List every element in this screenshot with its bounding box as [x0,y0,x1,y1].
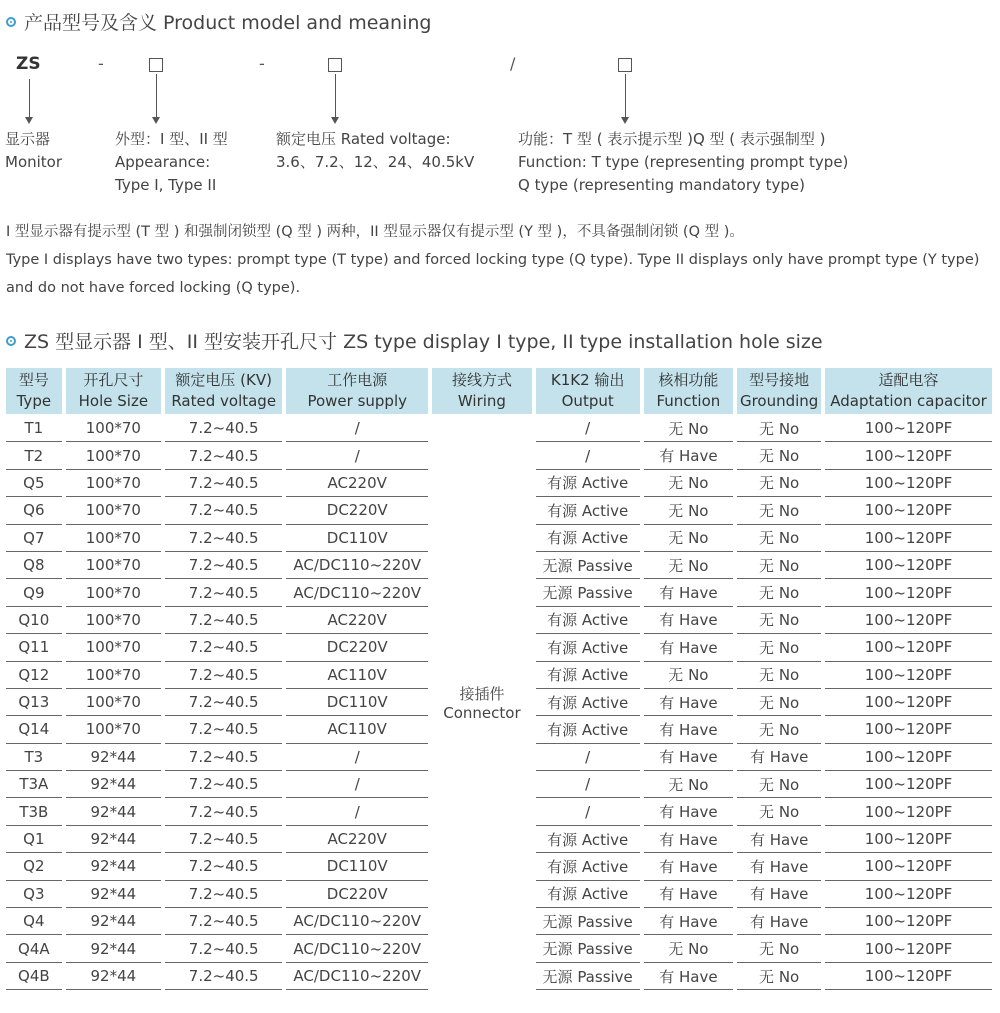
cell-capacitor: 100~120PF [825,442,992,469]
cell-output: 无源 Passive [536,963,640,990]
cell-capacitor: 100~120PF [825,634,992,661]
cell-hole-size: 100*70 [66,634,161,661]
cell-rated-voltage: 7.2~40.5 [165,716,282,743]
cell-rated-voltage: 7.2~40.5 [165,442,282,469]
pointer-line [335,74,336,118]
cell-power-supply: DC220V [286,497,428,524]
cell-output: 无源 Passive [536,908,640,935]
cell-hole-size: 92*44 [66,881,161,908]
arrow-down-icon [621,117,629,124]
cell-hole-size: 100*70 [66,607,161,634]
cell-power-supply: AC110V [286,716,428,743]
cell-rated-voltage: 7.2~40.5 [165,689,282,716]
cell-rated-voltage: 7.2~40.5 [165,525,282,552]
cell-rated-voltage: 7.2~40.5 [165,935,282,962]
cell-rated-voltage: 7.2~40.5 [165,853,282,880]
cell-wiring: 接插件 Connector [443,685,521,723]
section-title-text: 产品型号及含义 Product model and meaning [24,12,432,34]
spec-table [2,368,996,990]
cell-capacitor: 100~120PF [825,689,992,716]
cell-function: 有 Have [644,963,734,990]
cell-type: Q9 [6,579,62,606]
cell-grounding: 无 No [737,935,821,962]
header-function: 核相功能 Function [644,368,734,415]
description-cn: I 型显示器有提示型 (T 型 ) 和强制闭锁型 (Q 型 ) 两种，II 型显示器仅有提示型 (Y 型 )，不具备强制闭锁 (Q 型 )。 [6,224,744,240]
cell-function: 有 Have [644,607,734,634]
description-en: Type I displays have two types: prompt type (T type) and forced locking type (Q type). Type II displays only have prompt type (Y type) and do not have forced locking (Q type). [6,252,980,296]
cell-function: 无 No [644,497,734,524]
cell-function: 有 Have [644,881,734,908]
cell-power-supply: AC220V [286,826,428,853]
cell-output: 有源 Active [536,689,640,716]
cell-output: / [536,771,640,798]
table-body [6,415,992,990]
cell-output: 有源 Active [536,853,640,880]
cell-type: Q1 [6,826,62,853]
cell-rated-voltage: 7.2~40.5 [165,470,282,497]
cell-hole-size: 92*44 [66,935,161,962]
cell-hole-size: 92*44 [66,908,161,935]
cell-type: Q5 [6,470,62,497]
model-separator: / [510,54,516,73]
cell-power-supply: AC/DC110~220V [286,963,428,990]
cell-capacitor: 100~120PF [825,497,992,524]
table-header-row [6,368,992,415]
cell-output: 有源 Active [536,716,640,743]
cell-hole-size: 100*70 [66,552,161,579]
cell-type: Q6 [6,497,62,524]
cell-capacitor: 100~120PF [825,579,992,606]
cell-capacitor: 100~120PF [825,415,992,442]
cell-grounding: 无 No [737,470,821,497]
cell-output: 有源 Active [536,634,640,661]
cell-type: Q4 [6,908,62,935]
section-title-model [6,8,431,35]
cell-hole-size: 92*44 [66,771,161,798]
cell-function: 有 Have [644,442,734,469]
header-adaptation-capacitor: 适配电容 Adaptation capacitor [825,368,992,415]
cell-output: 有源 Active [536,497,640,524]
cell-capacitor: 100~120PF [825,908,992,935]
label-function: 功能：T 型 ( 表示提示型 )Q 型 ( 表示强制型 ) Function: T type (representing prompt type) Q type (representing mandatory type) [518,130,849,194]
cell-type: Q12 [6,662,62,689]
header-power-supply: 工作电源 Power supply [286,368,428,415]
cell-power-supply: / [286,415,428,442]
model-prefix: ZS [16,54,41,74]
cell-rated-voltage: 7.2~40.5 [165,579,282,606]
cell-type: T2 [6,442,62,469]
cell-power-supply: / [286,798,428,825]
cell-power-supply: DC110V [286,853,428,880]
description-paragraph [6,218,996,302]
cell-power-supply: DC110V [286,525,428,552]
cell-power-supply: / [286,442,428,469]
cell-rated-voltage: 7.2~40.5 [165,798,282,825]
cell-type: Q11 [6,634,62,661]
table-row [6,415,992,442]
pointer-line [29,79,30,118]
cell-grounding: 无 No [737,552,821,579]
cell-function: 无 No [644,771,734,798]
cell-function: 有 Have [644,744,734,771]
cell-rated-voltage: 7.2~40.5 [165,415,282,442]
pointer-line [156,74,157,118]
cell-output: / [536,798,640,825]
cell-power-supply: DC220V [286,881,428,908]
cell-power-supply: AC110V [286,662,428,689]
cell-grounding: 无 No [737,442,821,469]
label-monitor: 显示器 Monitor [5,130,63,171]
cell-output: 有源 Active [536,607,640,634]
cell-type: T3A [6,771,62,798]
pointer-line [625,74,626,118]
cell-power-supply: / [286,771,428,798]
cell-power-supply: DC220V [286,634,428,661]
model-separator: - [259,54,265,73]
header-grounding: 型号接地 Grounding [737,368,821,415]
cell-grounding: 有 Have [737,826,821,853]
cell-function: 无 No [644,415,734,442]
cell-capacitor: 100~120PF [825,853,992,880]
header-wiring: 接线方式 Wiring [432,368,532,415]
cell-type: T3 [6,744,62,771]
cell-type: Q7 [6,525,62,552]
cell-function: 有 Have [644,716,734,743]
cell-power-supply: DC110V [286,689,428,716]
cell-capacitor: 100~120PF [825,744,992,771]
cell-function: 无 No [644,662,734,689]
cell-capacitor: 100~120PF [825,552,992,579]
cell-function: 有 Have [644,798,734,825]
cell-type: Q4B [6,963,62,990]
cell-capacitor: 100~120PF [825,607,992,634]
cell-power-supply: AC/DC110~220V [286,908,428,935]
label-rated-voltage: 额定电压 Rated voltage: 3.6、7.2、12、24、40.5kV [276,130,475,171]
cell-hole-size: 100*70 [66,442,161,469]
cell-type: T3B [6,798,62,825]
cell-capacitor: 100~120PF [825,798,992,825]
cell-rated-voltage: 7.2~40.5 [165,744,282,771]
section-title-text: ZS 型显示器 I 型、II 型安装开孔尺寸 ZS type display I type, II type installation hole size [24,331,823,353]
cell-output: / [536,744,640,771]
cell-output: 无源 Passive [536,579,640,606]
section-title-hole-size [6,327,823,354]
cell-grounding: 无 No [737,963,821,990]
circle-bullet-icon [6,336,16,346]
cell-function: 有 Have [644,853,734,880]
cell-rated-voltage: 7.2~40.5 [165,963,282,990]
header-hole-size: 开孔尺寸 Hole Size [66,368,161,415]
cell-hole-size: 100*70 [66,525,161,552]
cell-hole-size: 100*70 [66,689,161,716]
cell-type: Q3 [6,881,62,908]
cell-grounding: 无 No [737,771,821,798]
cell-capacitor: 100~120PF [825,470,992,497]
cell-rated-voltage: 7.2~40.5 [165,881,282,908]
cell-output: 有源 Active [536,525,640,552]
cell-rated-voltage: 7.2~40.5 [165,771,282,798]
cell-capacitor: 100~120PF [825,935,992,962]
cell-grounding: 无 No [737,634,821,661]
placeholder-box-appearance [149,58,163,72]
cell-grounding: 有 Have [737,908,821,935]
cell-capacitor: 100~120PF [825,826,992,853]
cell-rated-voltage: 7.2~40.5 [165,634,282,661]
cell-rated-voltage: 7.2~40.5 [165,552,282,579]
cell-type: T1 [6,415,62,442]
cell-output: / [536,415,640,442]
cell-capacitor: 100~120PF [825,881,992,908]
cell-output: 无源 Passive [536,552,640,579]
cell-grounding: 无 No [737,689,821,716]
cell-grounding: 无 No [737,579,821,606]
cell-hole-size: 92*44 [66,798,161,825]
cell-type: Q2 [6,853,62,880]
cell-hole-size: 100*70 [66,716,161,743]
header-output: K1K2 输出 Output [536,368,640,415]
cell-output: 有源 Active [536,826,640,853]
cell-grounding: 无 No [737,415,821,442]
placeholder-box-voltage [328,58,342,72]
cell-grounding: 有 Have [737,881,821,908]
cell-hole-size: 92*44 [66,963,161,990]
model-separator: - [98,54,104,73]
cell-function: 无 No [644,552,734,579]
cell-output: 无源 Passive [536,935,640,962]
cell-output: / [536,442,640,469]
cell-rated-voltage: 7.2~40.5 [165,908,282,935]
cell-function: 有 Have [644,908,734,935]
cell-type: Q13 [6,689,62,716]
cell-type: Q14 [6,716,62,743]
arrow-down-icon [331,117,339,124]
cell-function: 有 Have [644,579,734,606]
cell-type: Q8 [6,552,62,579]
cell-hole-size: 92*44 [66,744,161,771]
cell-power-supply: AC/DC110~220V [286,935,428,962]
cell-rated-voltage: 7.2~40.5 [165,607,282,634]
cell-hole-size: 92*44 [66,853,161,880]
cell-function: 无 No [644,525,734,552]
cell-rated-voltage: 7.2~40.5 [165,497,282,524]
cell-type: Q4A [6,935,62,962]
cell-power-supply: AC220V [286,470,428,497]
cell-grounding: 有 Have [737,744,821,771]
cell-output: 有源 Active [536,470,640,497]
cell-hole-size: 100*70 [66,579,161,606]
circle-bullet-icon [6,17,16,27]
cell-output: 有源 Active [536,881,640,908]
cell-capacitor: 100~120PF [825,662,992,689]
cell-power-supply: AC220V [286,607,428,634]
arrow-down-icon [25,117,33,124]
arrow-down-icon [152,117,160,124]
cell-function: 有 Have [644,826,734,853]
header-type: 型号 Type [6,368,62,415]
cell-grounding: 无 No [737,525,821,552]
cell-rated-voltage: 7.2~40.5 [165,662,282,689]
cell-hole-size: 100*70 [66,415,161,442]
cell-grounding: 无 No [737,716,821,743]
cell-grounding: 有 Have [737,853,821,880]
cell-power-supply: AC/DC110~220V [286,579,428,606]
cell-grounding: 无 No [737,798,821,825]
cell-grounding: 无 No [737,662,821,689]
placeholder-box-function [618,58,632,72]
cell-function: 无 No [644,470,734,497]
label-appearance: 外型：I 型、II 型 Appearance: Type I, Type II [115,130,228,194]
cell-rated-voltage: 7.2~40.5 [165,826,282,853]
cell-function: 有 Have [644,689,734,716]
cell-hole-size: 100*70 [66,497,161,524]
cell-output: 有源 Active [536,662,640,689]
cell-hole-size: 92*44 [66,826,161,853]
cell-function: 有 Have [644,634,734,661]
cell-capacitor: 100~120PF [825,525,992,552]
cell-capacitor: 100~120PF [825,963,992,990]
cell-hole-size: 100*70 [66,470,161,497]
cell-capacitor: 100~120PF [825,771,992,798]
cell-function: 无 No [644,935,734,962]
cell-grounding: 无 No [737,497,821,524]
header-rated-voltage: 额定电压 (KV) Rated voltage [165,368,282,415]
cell-capacitor: 100~120PF [825,716,992,743]
cell-grounding: 无 No [737,607,821,634]
cell-power-supply: AC/DC110~220V [286,552,428,579]
cell-type: Q10 [6,607,62,634]
cell-hole-size: 100*70 [66,662,161,689]
cell-power-supply: / [286,744,428,771]
